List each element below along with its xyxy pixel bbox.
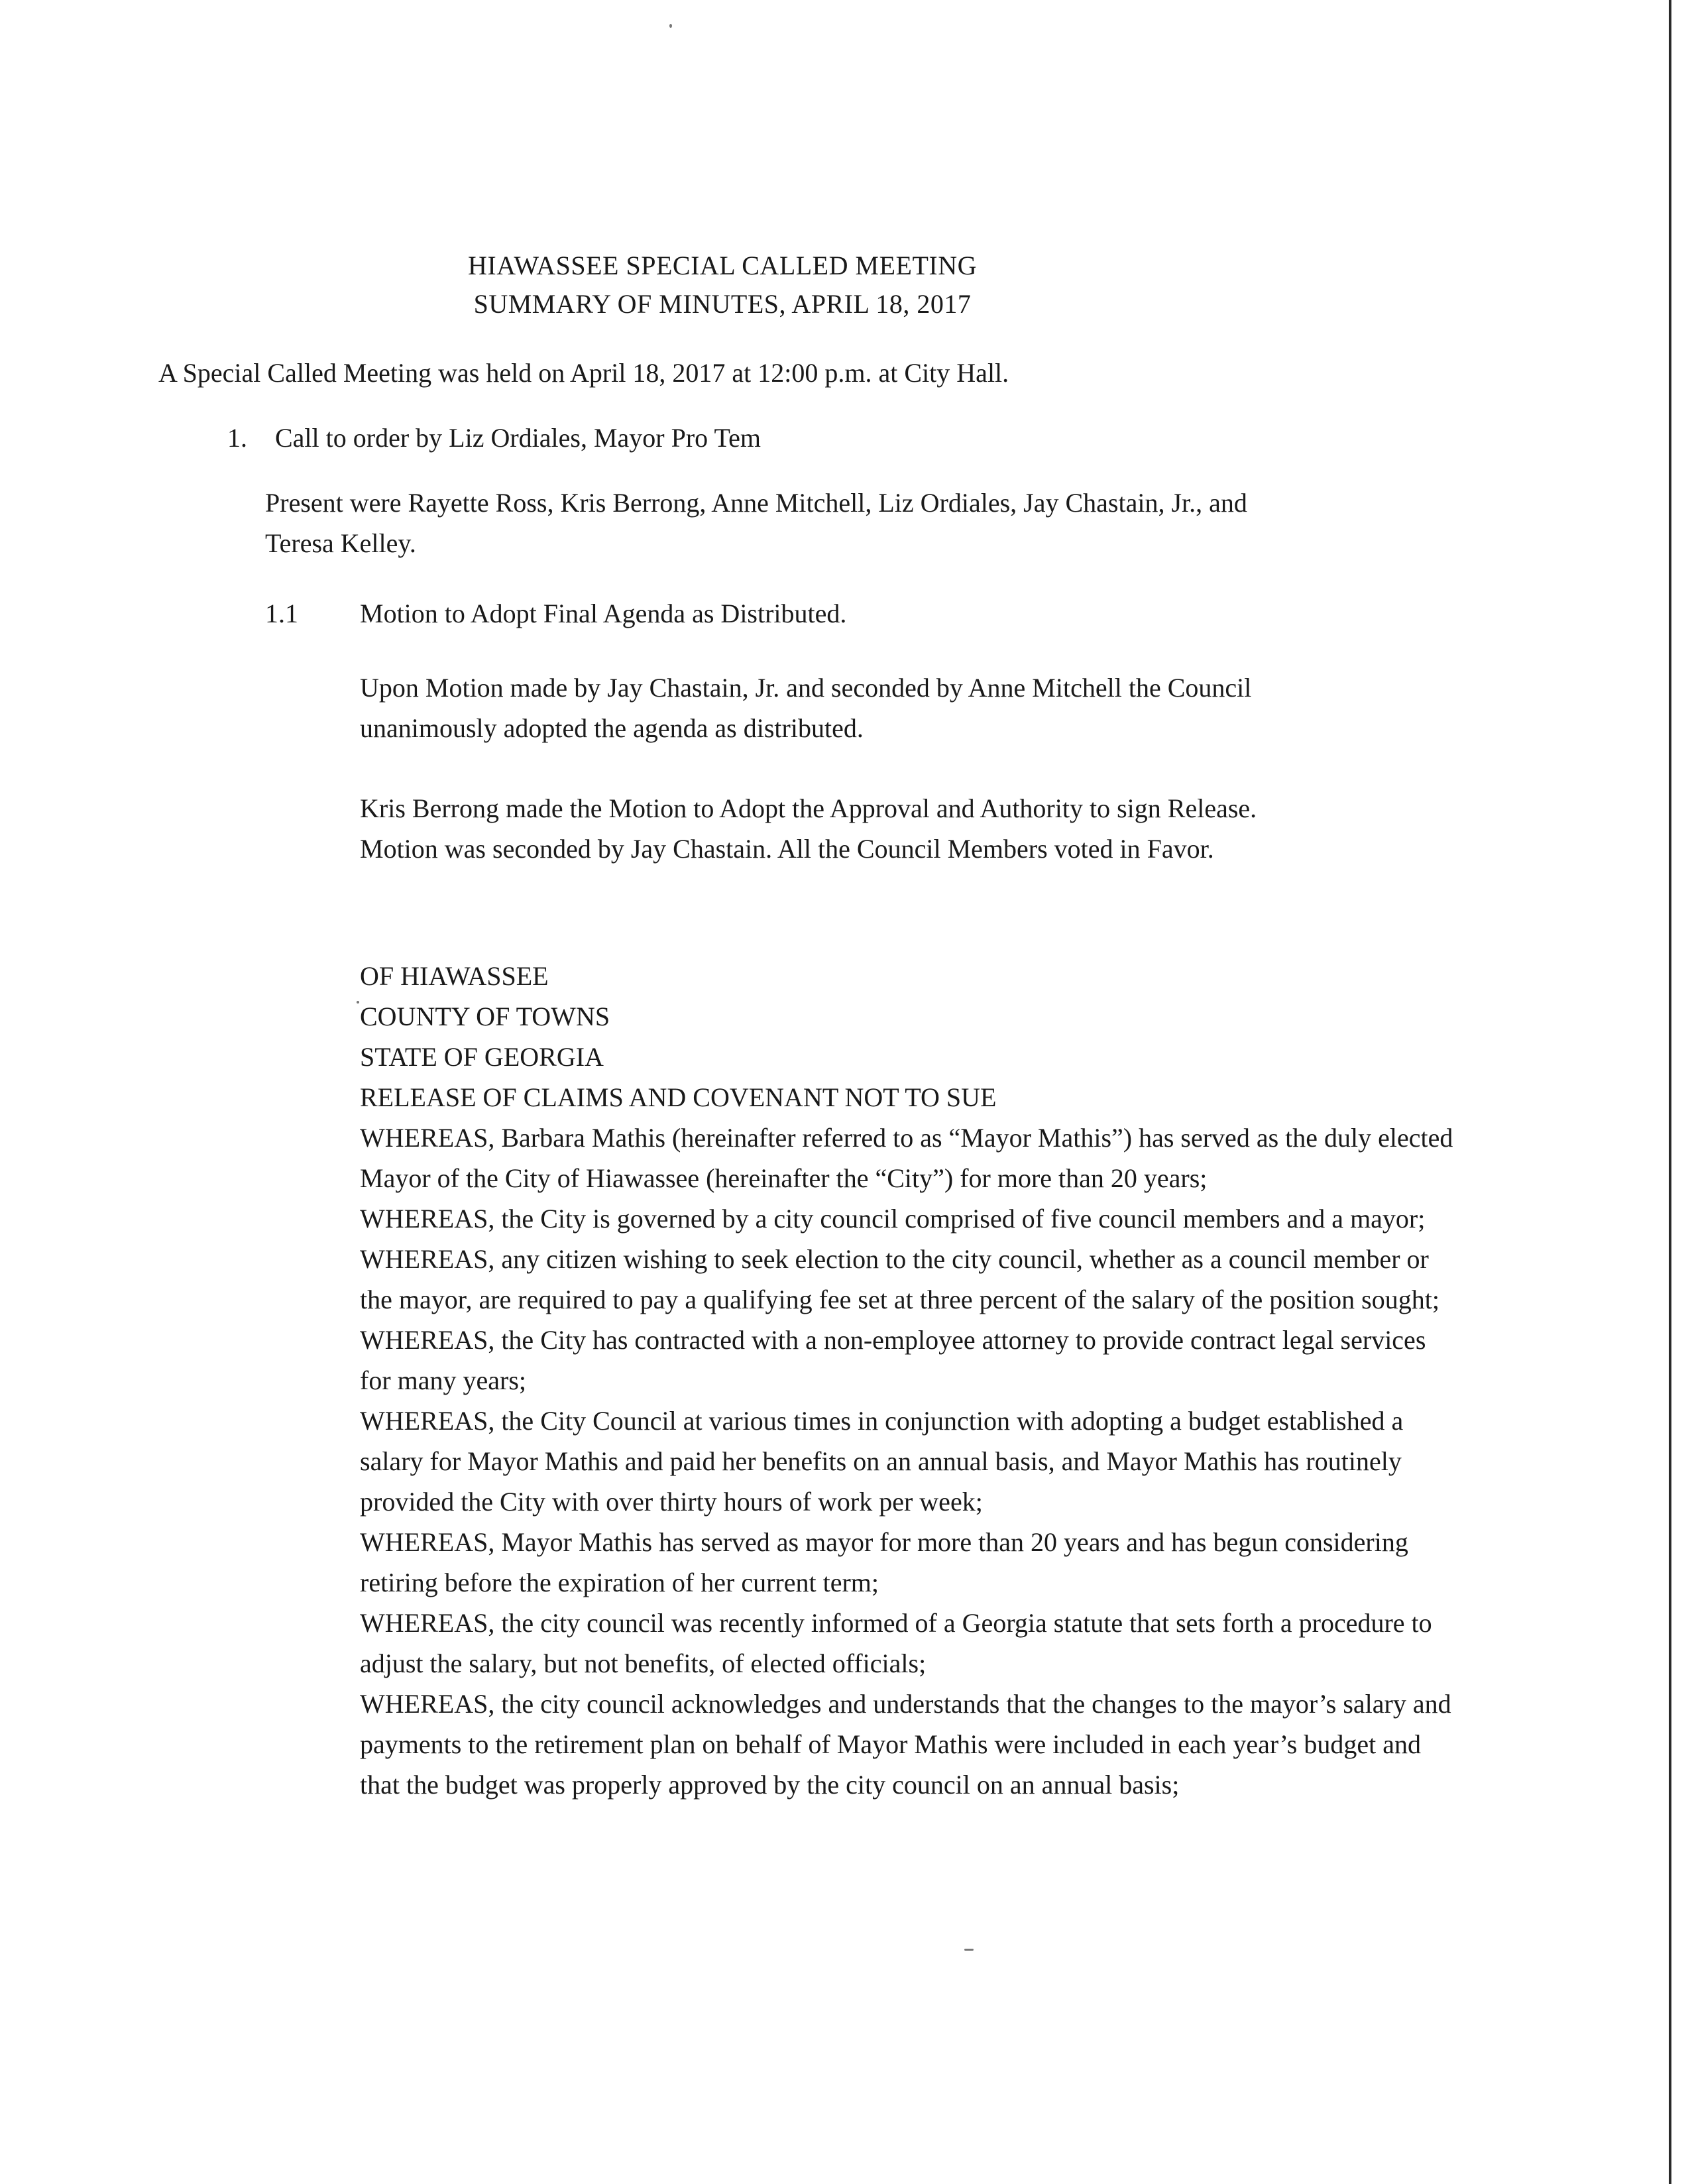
release-motion-line-2: Motion was seconded by Jay Chastain. All the Council Members voted in Favor.: [360, 834, 1214, 864]
item-1-1-text: Motion to Adopt Final Agenda as Distributed.: [360, 599, 847, 628]
scan-speck: [357, 1001, 359, 1004]
attendees-line-1: Present were Rayette Ross, Kris Berrong, Anne Mitchell, Liz Ordiales, Jay Chastain, Jr., and: [265, 488, 1247, 518]
scan-speck: [669, 24, 672, 28]
whereas-clause: WHEREAS, Mayor Mathis has served as mayor for more than 20 years and has begun considering retiring before the expiration of her current term;: [360, 1527, 1408, 1597]
scanned-page-edge: [1669, 0, 1671, 2184]
whereas-clause: WHEREAS, the City has contracted with a non-employee attorney to provide contract legal services for many years;: [360, 1325, 1426, 1395]
agenda-motion-line-2: unanimously adopted the agenda as distributed.: [360, 713, 864, 743]
release-motion-line-1: Kris Berrong made the Motion to Adopt the Approval and Authority to sign Release.: [360, 793, 1257, 823]
release-heading-line: RELEASE OF CLAIMS AND COVENANT NOT TO SUE: [360, 1082, 997, 1112]
whereas-clause: WHEREAS, Barbara Mathis (hereinafter referred to as “Mayor Mathis”) has served as the duly elected Mayor of the City of Hiawassee (hereinafter the “City”) for more than 20 years;: [360, 1123, 1453, 1193]
item-1-text: Call to order by Liz Ordiales, Mayor Pro Tem: [275, 423, 761, 453]
release-heading-line: OF HIAWASSEE: [360, 961, 549, 991]
item-1-1-number: 1.1: [265, 599, 298, 628]
agenda-motion-line-1: Upon Motion made by Jay Chastain, Jr. and seconded by Anne Mitchell the Council: [360, 673, 1252, 703]
title-line-1: HIAWASSEE SPECIAL CALLED MEETING: [468, 251, 977, 280]
release-heading-line: STATE OF GEORGIA: [360, 1042, 604, 1072]
release-document: [360, 956, 1460, 1805]
attendees-line-2: Teresa Kelley.: [265, 528, 416, 558]
intro-paragraph: A Special Called Meeting was held on April 18, 2017 at 12:00 p.m. at City Hall.: [158, 358, 1009, 388]
item-1-number: 1.: [227, 423, 247, 453]
whereas-clause: WHEREAS, the city council acknowledges and understands that the changes to the mayor’s salary and payments to the retirement plan on behalf of Mayor Mathis were included in each year’s budget and that the budget was properly approved by the city council on an annual basis;: [360, 1689, 1451, 1800]
whereas-clause: WHEREAS, the city council was recently informed of a Georgia statute that sets forth a procedure to adjust the salary, but not benefits, of elected officials;: [360, 1608, 1432, 1678]
title-line-2: SUMMARY OF MINUTES, APRIL 18, 2017: [473, 289, 972, 319]
document-title: [0, 247, 1445, 323]
whereas-clause: WHEREAS, the City Council at various times in conjunction with adopting a budget established a salary for Mayor Mathis and paid her benefits on an annual basis, and Mayor Mathis has routinely provided the City with over thirty hours of work per week;: [360, 1406, 1404, 1517]
scan-speck: [964, 1949, 974, 1951]
release-heading-line: COUNTY OF TOWNS: [360, 1002, 610, 1031]
whereas-clause: WHEREAS, the City is governed by a city council comprised of five council members and a mayor;: [360, 1204, 1426, 1234]
whereas-clause: WHEREAS, any citizen wishing to seek election to the city council, whether as a council member or the mayor, are required to pay a qualifying fee set at three percent of the salary of the position sought;: [360, 1244, 1439, 1314]
